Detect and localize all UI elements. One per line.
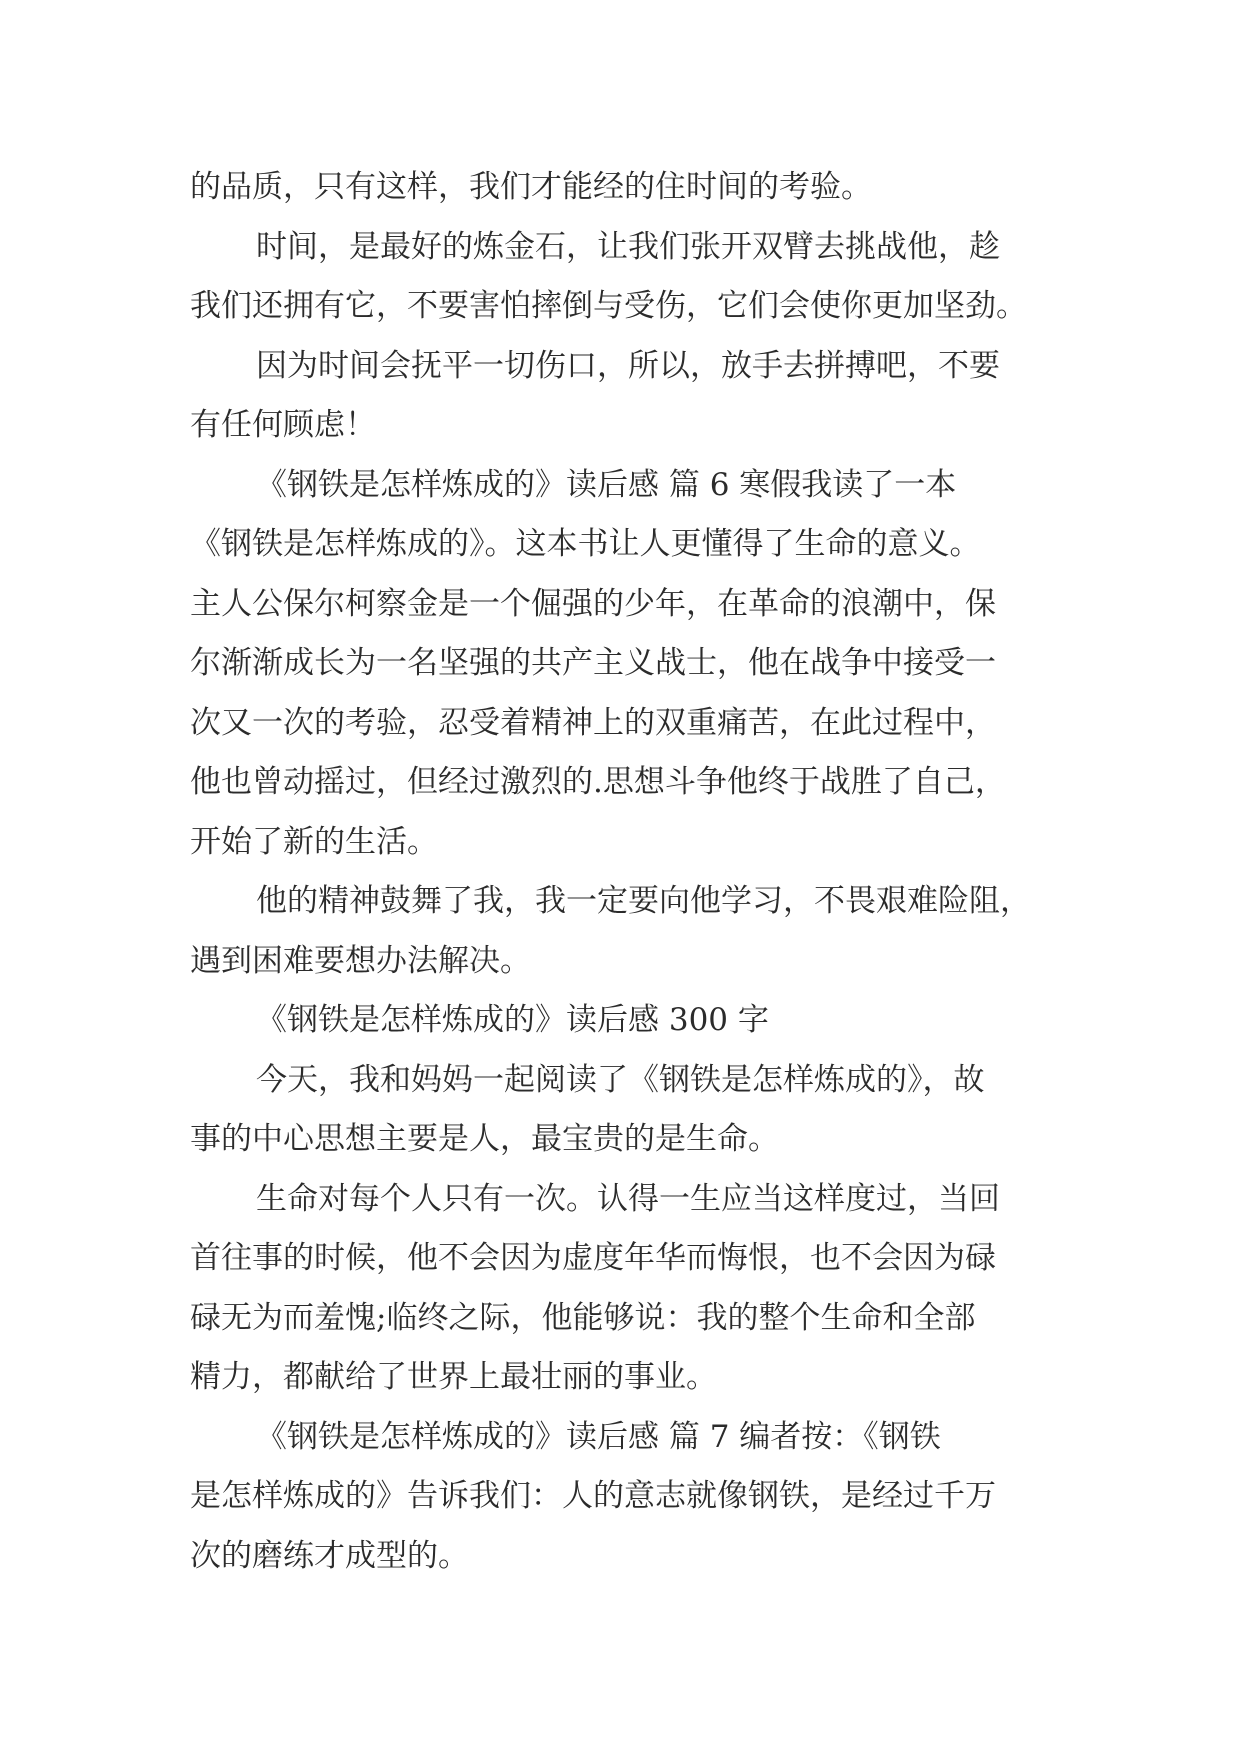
text-line: 是怎样炼成的》告诉我们：人的意志就像钢铁，是经过千万 <box>190 1478 996 1514</box>
text-line: 《钢铁是怎样炼成的》读后感 篇 6 寒假我读了一本 <box>256 466 957 503</box>
text-line: 遇到困难要想办法解决。 <box>190 942 531 979</box>
text-line: 碌无为而羞愧;临终之际，他能够说：我的整个生命和全部 <box>190 1299 976 1336</box>
text-line: 《钢铁是怎样炼成的》读后感 篇 7 编者按：《钢铁 <box>256 1418 941 1455</box>
text-line: 他也曾动摇过，但经过激烈的.思想斗争他终于战胜了自己， <box>190 764 1006 800</box>
text-line: 因为时间会抚平一切伤口，所以，放手去拼搏吧，不要 <box>256 347 1000 384</box>
text-line: 他的精神鼓舞了我，我一定要向他学习，不畏艰难险阻， <box>256 883 1031 919</box>
text-line: 次又一次的考验，忍受着精神上的双重痛苦，在此过程中， <box>190 704 996 741</box>
text-line: 《钢铁是怎样炼成的》。这本书让人更懂得了生命的意义。 <box>190 526 981 562</box>
text-line: 生命对每个人只有一次。认得一生应当这样度过，当回 <box>256 1180 1000 1217</box>
text-line: 主人公保尔柯察金是一个倔强的少年，在革命的浪潮中，保 <box>190 585 996 622</box>
text-line: 的品质，只有这样，我们才能经的住时间的考验。 <box>190 169 872 205</box>
text-line: 今天，我和妈妈一起阅读了《钢铁是怎样炼成的》，故 <box>256 1061 985 1098</box>
text-line: 首往事的时候，他不会因为虚度年华而悔恨，也不会因为碌 <box>190 1240 996 1276</box>
text-line: 时间，是最好的炼金石，让我们张开双臂去挑战他，趁 <box>256 228 1000 265</box>
text-line: 精力，都献给了世界上最壮丽的事业。 <box>190 1359 717 1395</box>
document-body <box>190 158 1060 1586</box>
text-line: 开始了新的生活。 <box>190 823 438 860</box>
text-line: 有任何顾虑！ <box>190 407 376 443</box>
text-line: 尔渐渐成长为一名坚强的共产主义战士，他在战争中接受一 <box>190 645 996 681</box>
text-line: 《钢铁是怎样炼成的》读后感 300 字 <box>256 1002 769 1038</box>
text-line: 次的磨练才成型的。 <box>190 1537 469 1574</box>
text-line: 事的中心思想主要是人，最宝贵的是生命。 <box>190 1121 779 1157</box>
text-line: 我们还拥有它，不要害怕摔倒与受伤，它们会使你更加坚劲。 <box>190 288 1027 324</box>
